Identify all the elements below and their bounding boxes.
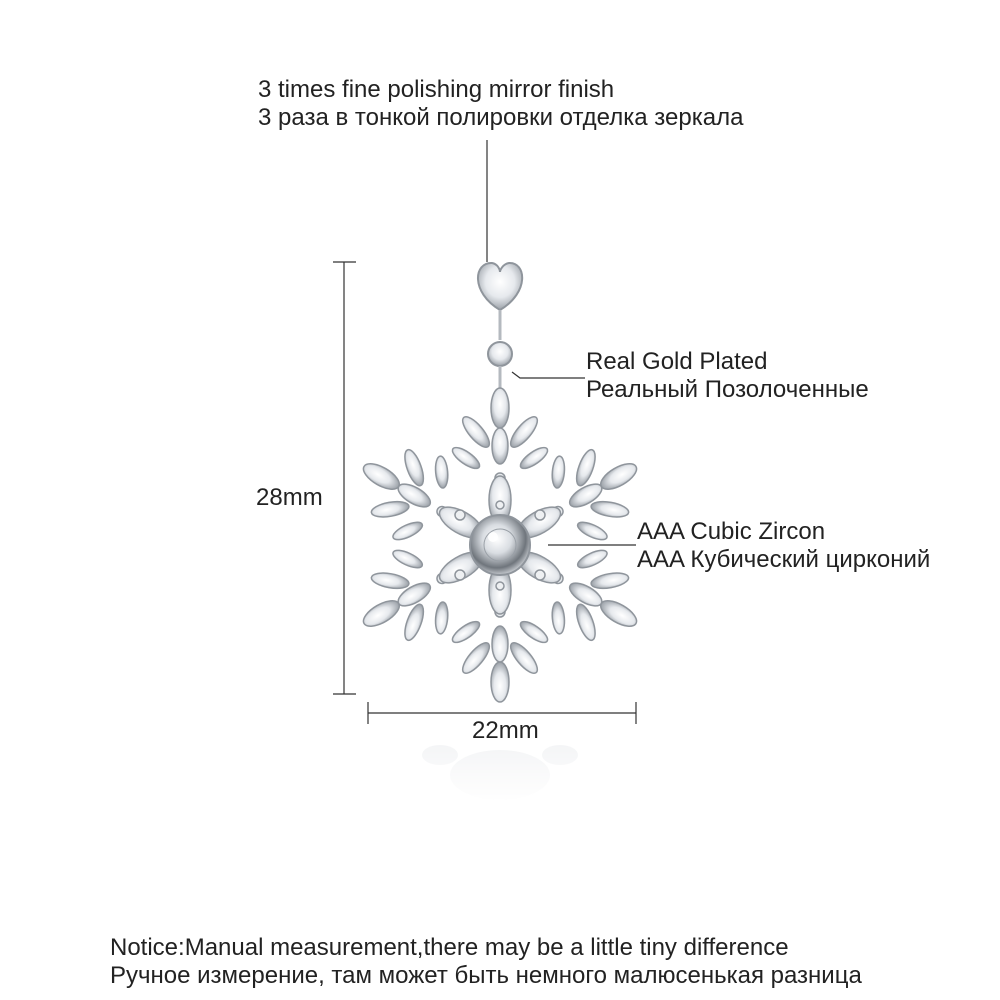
height-dimension-line: [333, 262, 356, 694]
heart-stud-gem: [478, 263, 522, 310]
stone-annotation-ru: AAA Кубический цирконий: [637, 546, 931, 573]
earring-illustration: [339, 263, 661, 702]
reflection: [420, 740, 580, 800]
plating-annotation-ru: Реальный Позолоченные: [586, 376, 869, 403]
notice-en: Notice:Manual measurement,there may be a little tiny difference: [110, 934, 789, 961]
finish-annotation-ru: 3 раза в тонкой полировки отделка зеркала: [258, 104, 744, 131]
width-dimension-label: 22mm: [472, 717, 539, 744]
finish-annotation-en: 3 times fine polishing mirror finish: [258, 76, 615, 103]
stone-annotation-en: AAA Cubic Zircon: [637, 518, 826, 545]
plating-annotation: [586, 348, 869, 404]
small-round-gem: [488, 342, 512, 366]
center-zircon-gem: [470, 515, 530, 575]
stone-annotation: [637, 518, 930, 574]
height-dimension-label: 28mm: [256, 484, 323, 511]
notice: [110, 934, 862, 990]
plating-annotation-en: Real Gold Plated: [586, 348, 768, 375]
notice-ru: Ручное измерение, там может быть немного малюсенькая разница: [110, 962, 862, 989]
finish-annotation: [258, 76, 743, 132]
plating-leader-line: [512, 372, 585, 378]
